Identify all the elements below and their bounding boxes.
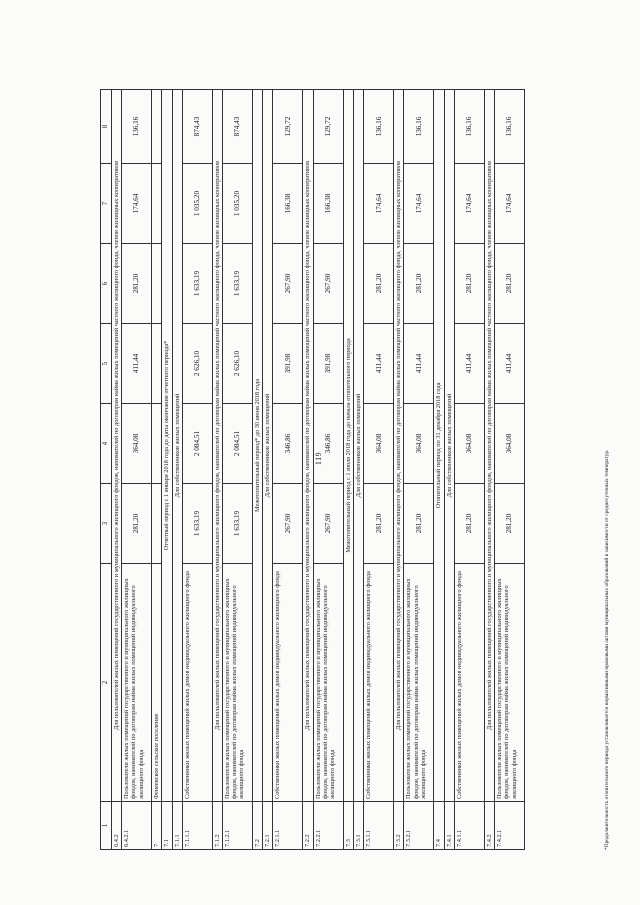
value-cell: 129,72 xyxy=(313,90,343,164)
value-cell: 391,98 xyxy=(273,324,303,404)
value-cell: 267,90 xyxy=(273,244,303,324)
empty-cell xyxy=(152,164,162,244)
section-heading: Межотопительный период* до 30 июня 2018 года xyxy=(252,90,262,802)
row-label: Собственники жилых помещений жилых домов индивидуального жилищного фонда xyxy=(364,564,394,802)
header-cell: 1 xyxy=(101,802,112,850)
table-row xyxy=(263,90,273,850)
row-label: Пользователи жилых помещений государственного и муниципального жилищных фондов, нанимателей по договорам найма жилых помещений индивидуального жилищного фонда xyxy=(222,564,252,802)
table-row xyxy=(152,90,162,850)
value-cell: 174,64 xyxy=(404,164,434,244)
value-cell: 136,16 xyxy=(454,90,484,164)
value-cell: 136,16 xyxy=(495,90,525,164)
row-code: 7.3.1.1 xyxy=(364,802,394,850)
table-row xyxy=(182,90,212,850)
value-cell: 1 035,20 xyxy=(182,164,212,244)
table-row xyxy=(444,90,454,850)
row-code: 7.4.1 xyxy=(444,802,454,850)
value-cell: 281,20 xyxy=(364,244,394,324)
value-cell: 281,20 xyxy=(122,484,152,564)
value-cell: 364,08 xyxy=(364,404,394,484)
value-cell: 346,86 xyxy=(273,404,303,484)
value-cell: 136,16 xyxy=(122,90,152,164)
value-cell: 174,64 xyxy=(495,164,525,244)
value-cell: 281,20 xyxy=(495,244,525,324)
value-cell: 346,86 xyxy=(313,404,343,484)
header-cell: 2 xyxy=(101,564,112,802)
value-cell: 281,20 xyxy=(122,244,152,324)
row-code: 7.1.2 xyxy=(212,802,222,850)
empty-cell xyxy=(152,484,162,564)
value-cell: 174,64 xyxy=(122,164,152,244)
value-cell: 1 633,19 xyxy=(182,484,212,564)
value-cell: 174,64 xyxy=(454,164,484,244)
row-code: 7.4.2.1 xyxy=(495,802,525,850)
value-cell: 281,20 xyxy=(404,484,434,564)
value-cell: 411,44 xyxy=(404,324,434,404)
value-cell: 874,43 xyxy=(222,90,252,164)
row-code: 7 xyxy=(152,802,162,850)
tariff-table xyxy=(100,89,525,850)
empty-cell xyxy=(152,90,162,164)
value-cell: 411,44 xyxy=(495,324,525,404)
row-code: 7.2.1 xyxy=(263,802,273,850)
value-cell: 129,72 xyxy=(273,90,303,164)
section-heading: Межотопительный период с 1 июля 2018 года до начала отопительного периода xyxy=(343,90,353,802)
value-cell: 1 633,19 xyxy=(222,244,252,324)
row-label: Пользователи жилых помещений государственного и муниципального жилищных фондов, нанимателей по договорам найма жилых помещений индивидуального жилищного фонда xyxy=(313,564,343,802)
rotated-document xyxy=(100,90,610,850)
value-cell: 136,16 xyxy=(364,90,394,164)
value-cell: 2 626,10 xyxy=(222,324,252,404)
table-row xyxy=(172,90,182,850)
value-cell: 874,43 xyxy=(182,90,212,164)
value-cell: 174,64 xyxy=(364,164,394,244)
value-cell: 391,98 xyxy=(313,324,343,404)
header-cell: 5 xyxy=(101,324,112,404)
value-cell: 281,20 xyxy=(454,244,484,324)
row-label: Собственники жилых помещений жилых домов индивидуального жилищного фонда xyxy=(182,564,212,802)
row-code: 7.1.1 xyxy=(172,802,182,850)
value-cell: 411,44 xyxy=(122,324,152,404)
value-cell: 1 633,19 xyxy=(182,244,212,324)
footnote: *Продолжительность отопительного периода устанавливается нормативными правовыми актами муниципальных образований в зависимости от среднесуточных температур. xyxy=(604,449,610,850)
header-cell: 4 xyxy=(101,404,112,484)
table-row xyxy=(454,90,484,850)
value-cell: 166,38 xyxy=(273,164,303,244)
value-cell: 364,08 xyxy=(495,404,525,484)
value-cell: 166,38 xyxy=(313,164,343,244)
header-cell: 6 xyxy=(101,244,112,324)
section-heading: Для собственников жилых помещений xyxy=(353,90,363,802)
table-row xyxy=(364,90,394,850)
table-row xyxy=(394,90,404,850)
value-cell: 281,20 xyxy=(364,484,394,564)
value-cell: 411,44 xyxy=(454,324,484,404)
table-row xyxy=(212,90,222,850)
empty-cell xyxy=(152,244,162,324)
header-cell: 7 xyxy=(101,164,112,244)
section-heading: Для пользователей жилых помещений государственного и муниципального жилищного фондов, нанимателей по договорам найма жилых помещений частного жилищного фонда, членов жилищных кооперативов xyxy=(484,90,494,802)
table-row xyxy=(343,90,353,850)
value-cell: 364,08 xyxy=(122,404,152,484)
table-row xyxy=(484,90,494,850)
value-cell: 281,20 xyxy=(454,484,484,564)
section-heading: Отчетный период с 1 января 2018 года до даты окончания отчетного периода* xyxy=(162,90,172,802)
row-label: Пользователи жилых помещений государственного и муниципального жилищных фондов, нанимателей по договорам найма жилых помещений индивидуального жилищного фонда xyxy=(404,564,434,802)
row-code: 7.4.1.1 xyxy=(454,802,484,850)
row-code: 7.3.2 xyxy=(394,802,404,850)
row-label: Собственники жилых помещений жилых домов индивидуального жилищного фонда xyxy=(273,564,303,802)
row-code: 7.1.2.1 xyxy=(222,802,252,850)
section-heading: Для пользователей жилых помещений государственного и муниципального жилищного фондов, нанимателей по договорам найма жилых помещений частного жилищного фонда, членов жилищных кооперативов xyxy=(111,90,121,802)
value-cell: 364,08 xyxy=(454,404,484,484)
table-row xyxy=(495,90,525,850)
row-code: 7.3.1 xyxy=(353,802,363,850)
row-code: 7.2.2.1 xyxy=(313,802,343,850)
row-code: 7.2.2 xyxy=(303,802,313,850)
value-cell: 267,90 xyxy=(273,484,303,564)
row-code: 7.1.1.1 xyxy=(182,802,212,850)
value-cell: 267,90 xyxy=(313,244,343,324)
row-code: 7.4.2 xyxy=(484,802,494,850)
table-row xyxy=(404,90,434,850)
value-cell: 2 084,51 xyxy=(222,404,252,484)
table-row xyxy=(122,90,152,850)
table-row xyxy=(313,90,343,850)
table-row xyxy=(111,90,121,850)
row-code: 7.2.1.1 xyxy=(273,802,303,850)
table-row xyxy=(222,90,252,850)
section-heading: Отопительный период по 31 декабря 2018 года xyxy=(434,90,444,802)
value-cell: 281,20 xyxy=(404,244,434,324)
table-row xyxy=(252,90,262,850)
row-code: 7.3 xyxy=(343,802,353,850)
row-code: 7.1 xyxy=(162,802,172,850)
row-code: 7.4 xyxy=(434,802,444,850)
table-row xyxy=(273,90,303,850)
page-number: 119 xyxy=(314,451,324,466)
header-cell: 3 xyxy=(101,484,112,564)
value-cell: 2 626,10 xyxy=(182,324,212,404)
value-cell: 2 084,51 xyxy=(182,404,212,484)
section-heading: Для собственников жилых помещений xyxy=(172,90,182,802)
table-row xyxy=(353,90,363,850)
value-cell: 364,08 xyxy=(404,404,434,484)
header-row xyxy=(101,90,112,850)
row-label: Пользователи жилых помещений государственного и муниципального жилищных фондов, нанимателей по договорам найма жилых помещений индивидуального жилищного фонда xyxy=(495,564,525,802)
table-row xyxy=(303,90,313,850)
row-code: 7.2 xyxy=(252,802,262,850)
section-heading: Для пользователей жилых помещений государственного и муниципального жилищного фондов, нанимателей по договорам найма жилых помещений частного жилищного фонда, членов жилищных кооперативов xyxy=(303,90,313,802)
table-row xyxy=(162,90,172,850)
section-heading: Для собственников жилых помещений xyxy=(444,90,454,802)
value-cell: 281,20 xyxy=(495,484,525,564)
header-cell: 8 xyxy=(101,90,112,164)
empty-cell xyxy=(152,404,162,484)
value-cell: 1 633,19 xyxy=(222,484,252,564)
empty-cell xyxy=(152,324,162,404)
value-cell: 267,90 xyxy=(313,484,343,564)
row-label: Пользователи жилых помещений государственного и муниципального жилищных фондов, нанимателей по договорам найма жилых помещений индивидуального жилищного фонда xyxy=(122,564,152,802)
row-code: 6.4.2.1 xyxy=(122,802,152,850)
value-cell: 136,16 xyxy=(404,90,434,164)
row-code: 6.4.2 xyxy=(111,802,121,850)
table-row xyxy=(434,90,444,850)
value-cell: 411,44 xyxy=(364,324,394,404)
value-cell: 1 035,20 xyxy=(222,164,252,244)
section-heading: Для пользователей жилых помещений государственного и муниципального жилищного фондов, нанимателей по договорам найма жилых помещений частного жилищного фонда, членов жилищных кооперативов xyxy=(394,90,404,802)
row-code: 7.3.2.1 xyxy=(404,802,434,850)
section-heading: Для собственников жилых помещений xyxy=(263,90,273,802)
row-label: Собственники жилых помещений жилых домов индивидуального жилищного фонда xyxy=(454,564,484,802)
settlement-name: Фенеевское сельское поселение xyxy=(152,564,162,802)
section-heading: Для пользователей жилых помещений государственного и муниципального жилищного фондов, нанимателей по договорам найма жилых помещений частного жилищного фонда, членов жилищных кооперативов xyxy=(212,90,222,802)
